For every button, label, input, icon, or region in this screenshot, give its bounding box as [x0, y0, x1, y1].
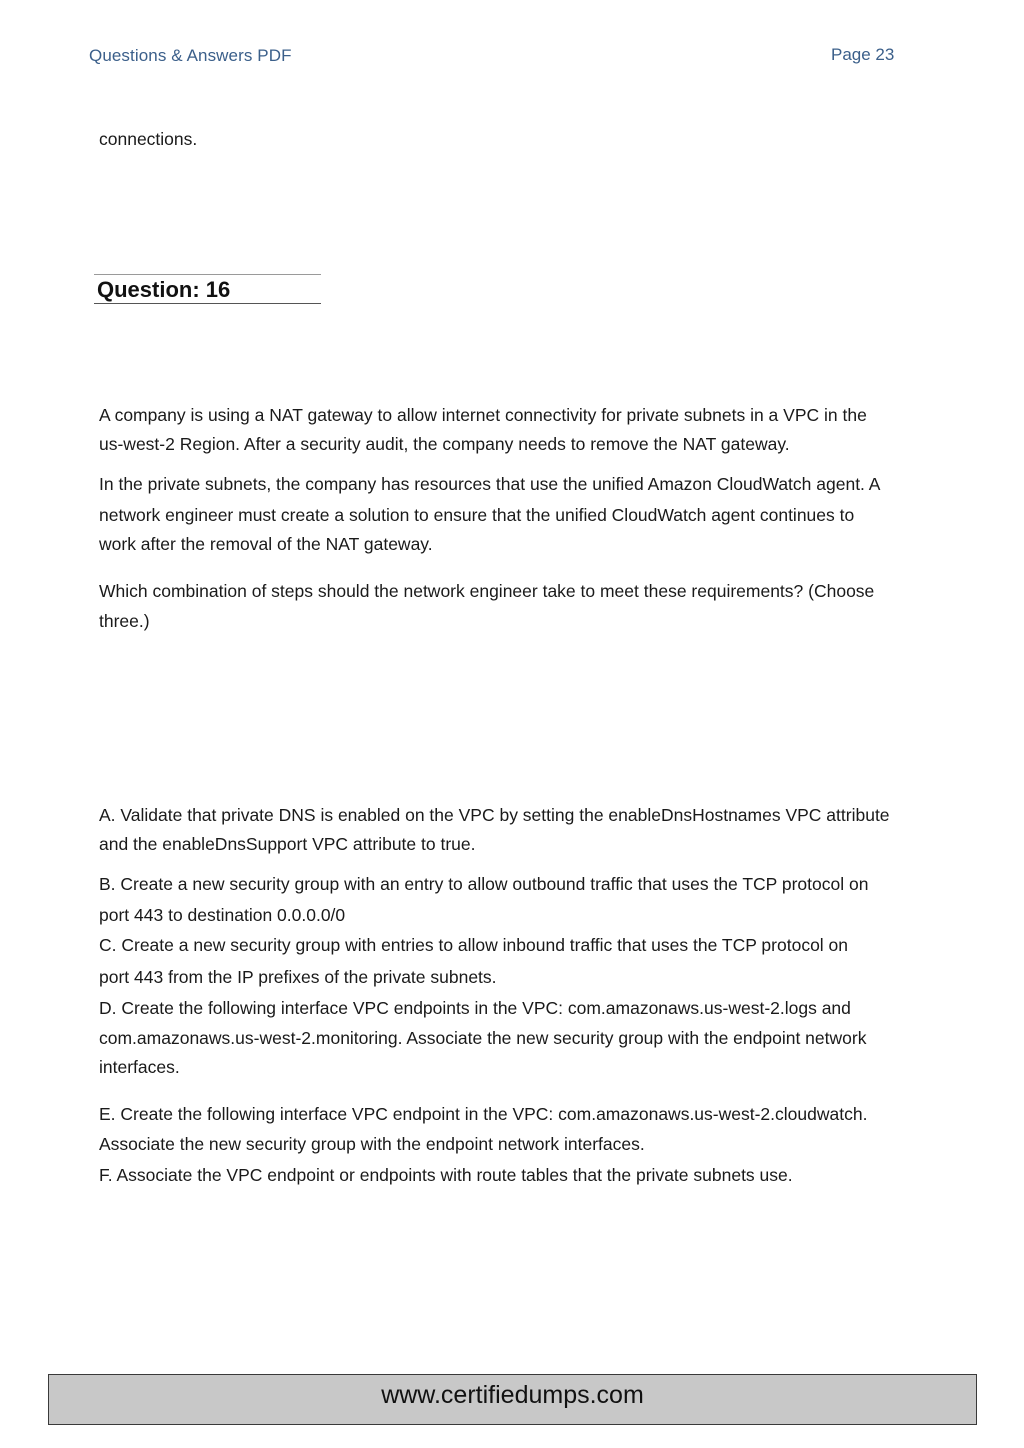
option-line-a: A. Validate that private DNS is enabled on the VPC by setting the enableDnsHostnames VPC attribute	[99, 805, 890, 825]
question-heading-box	[94, 274, 321, 304]
question-heading: Question: 16	[97, 277, 231, 302]
option-line-e: Associate the new security group with the endpoint network interfaces.	[99, 1134, 645, 1154]
option-line-a: and the enableDnsSupport VPC attribute to true.	[99, 834, 476, 854]
footer-url[interactable]: www.certifiedumps.com	[381, 1381, 644, 1409]
option-line-e: E. Create the following interface VPC endpoint in the VPC: com.amazonaws.us-west-2.cloudwatch.	[99, 1104, 868, 1124]
stem-line: us-west-2 Region. After a security audit, the company needs to remove the NAT gateway.	[99, 434, 790, 454]
stem-line: work after the removal of the NAT gateway.	[99, 534, 433, 554]
stem-line: In the private subnets, the company has resources that use the unified Amazon CloudWatch agent. A	[99, 474, 881, 494]
document-title: Questions & Answers PDF	[89, 46, 292, 65]
stem-line: network engineer must create a solution to ensure that the unified CloudWatch agent continues to	[99, 505, 855, 525]
option-line-d: D. Create the following interface VPC endpoints in the VPC: com.amazonaws.us-west-2.logs and	[99, 998, 851, 1018]
option-line-d: com.amazonaws.us-west-2.monitoring. Associate the new security group with the endpoint network	[99, 1028, 867, 1048]
option-line-d: interfaces.	[99, 1057, 180, 1077]
stem-line: Which combination of steps should the network engineer take to meet these requirements? (Choose	[99, 581, 875, 601]
option-line-b: B. Create a new security group with an entry to allow outbound traffic that uses the TCP protocol on	[99, 874, 869, 894]
option-line-b: port 443 to destination 0.0.0.0/0	[99, 905, 346, 925]
option-line-c: port 443 from the IP prefixes of the private subnets.	[99, 967, 497, 987]
page-number: Page 23	[831, 45, 895, 64]
stem-line: A company is using a NAT gateway to allow internet connectivity for private subnets in a VPC in the	[99, 405, 867, 425]
option-line-c: C. Create a new security group with entries to allow inbound traffic that uses the TCP protocol on	[99, 935, 849, 955]
footer-banner	[48, 1374, 977, 1425]
stem-line: three.)	[99, 611, 150, 631]
carryover-text: connections.	[99, 129, 198, 149]
option-line-f: F. Associate the VPC endpoint or endpoints with route tables that the private subnets use.	[99, 1165, 793, 1185]
